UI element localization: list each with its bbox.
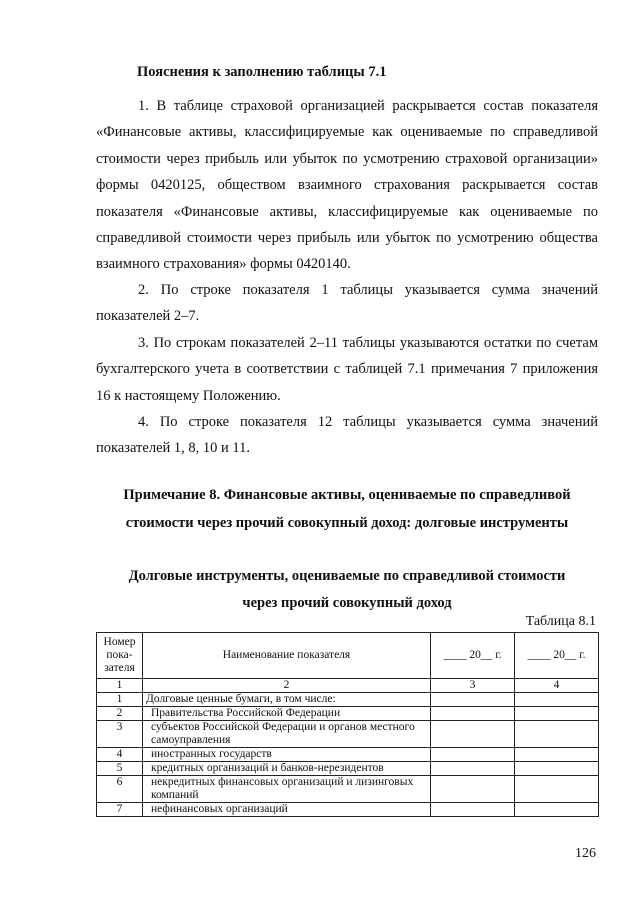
row-value <box>515 693 599 707</box>
row-value <box>431 707 515 721</box>
row-number: 2 <box>97 707 143 721</box>
row-number: 7 <box>97 803 143 817</box>
row-number: 3 <box>97 721 143 748</box>
row-value <box>515 762 599 776</box>
row-value <box>431 693 515 707</box>
column-number-row <box>97 679 599 693</box>
table-title-line-1: Долговые инструменты, оцениваемые по справедливой стоимости <box>128 568 566 584</box>
header-period-2: ____ 20__ г. <box>515 633 599 679</box>
row-number: 4 <box>97 748 143 762</box>
row-name: иностранных государств <box>143 748 431 762</box>
row-number: 5 <box>97 762 143 776</box>
column-number: 4 <box>515 679 599 693</box>
note-heading-line-2: стоимости через прочий совокупный доход: долговые инструменты <box>125 515 569 531</box>
table-row <box>97 748 599 762</box>
explanation-paragraph-2: 2. По строке показателя 1 таблицы указывается сумма значений показателей 2–7. <box>96 282 598 325</box>
column-number: 3 <box>431 679 515 693</box>
header-name: Наименование показателя <box>143 633 431 679</box>
debt-instruments-table <box>96 632 599 817</box>
row-value <box>431 803 515 817</box>
table-row <box>97 803 599 817</box>
row-name: нефинансовых организаций <box>143 803 431 817</box>
table-caption: Таблица 8.1 <box>525 614 596 629</box>
row-value <box>515 776 599 803</box>
row-value <box>515 803 599 817</box>
explanation-paragraph-1: 1. В таблице страховой организацией раскрывается состав показателя «Финансовые активы, классифицируемые как оцениваемые по справедливой стоимости через прибыль или убыток по усмотрению страховой организации» формы 0420125, обществом взаимного страхования раскрывается состав показателя «Финансовые активы, классифицируемые как оцениваемые по справедливой стоимости через прибыль или убыток по усмотрению общества взаимного страхования» формы 0420140. <box>96 98 598 273</box>
explanation-paragraph-3: 3. По строкам показателей 2–11 таблицы указываются остатки по счетам бухгалтерского учета в соответствии с таблицей 7.1 примечания 7 приложения 16 к настоящему Положению. <box>96 335 598 404</box>
table-row <box>97 721 599 748</box>
row-name: Долговые ценные бумаги, в том числе: <box>143 693 431 707</box>
row-number: 6 <box>97 776 143 803</box>
row-value <box>515 721 599 748</box>
explanation-paragraph-4: 4. По строке показателя 12 таблицы указывается сумма значений показателей 1, 8, 10 и 11. <box>96 414 598 457</box>
row-number: 1 <box>97 693 143 707</box>
table-row <box>97 776 599 803</box>
table-header-row <box>97 633 599 679</box>
row-name: кредитных организаций и банков-нерезидентов <box>143 762 431 776</box>
table-row <box>97 762 599 776</box>
header-period-1: ____ 20__ г. <box>431 633 515 679</box>
note-heading-line-1: Примечание 8. Финансовые активы, оцениваемые по справедливой <box>123 487 571 503</box>
header-number: Номер пока-зателя <box>97 633 143 679</box>
row-name: субъектов Российской Федерации и органов местного самоуправления <box>143 721 431 748</box>
table-row <box>97 707 599 721</box>
row-value <box>431 776 515 803</box>
row-value <box>431 721 515 748</box>
row-value <box>431 762 515 776</box>
row-value <box>515 707 599 721</box>
row-value <box>431 748 515 762</box>
row-value <box>515 748 599 762</box>
explanations-title: Пояснения к заполнению таблицы 7.1 <box>137 64 387 80</box>
column-number: 2 <box>143 679 431 693</box>
column-number: 1 <box>97 679 143 693</box>
page-number: 126 <box>575 846 596 861</box>
table-row <box>97 693 599 707</box>
row-name: Правительства Российской Федерации <box>143 707 431 721</box>
row-name: некредитных финансовых организаций и лизинговых компаний <box>143 776 431 803</box>
table-title-line-2: через прочий совокупный доход <box>242 595 452 611</box>
